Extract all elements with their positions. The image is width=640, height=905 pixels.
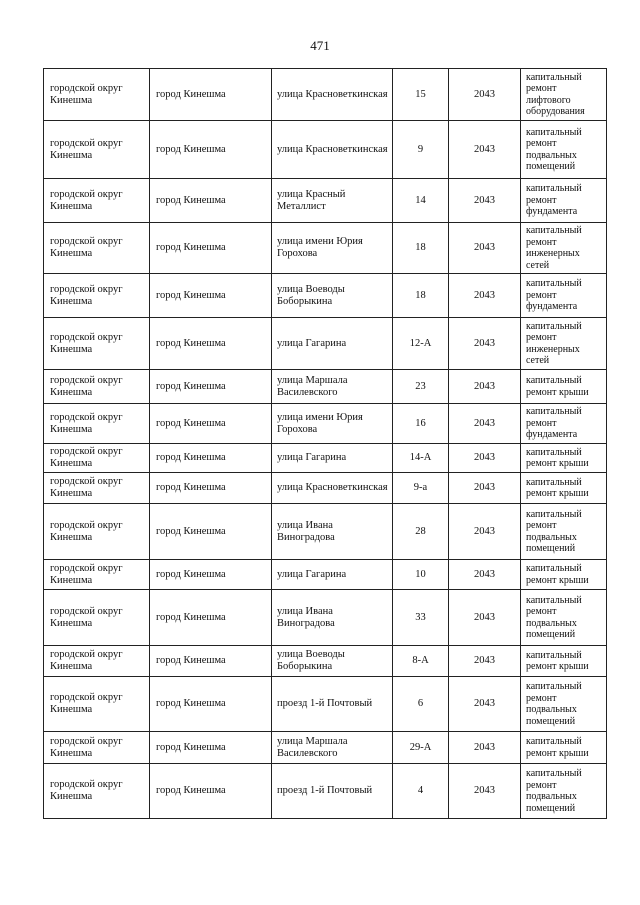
page-number: 471 — [310, 38, 330, 53]
cell-work: капитальный ремонт фундамента — [521, 179, 607, 223]
table-row — [44, 646, 607, 677]
cell-work: капитальный ремонт крыши — [521, 732, 607, 764]
cell-work: капитальный ремонт фундамента — [521, 404, 607, 444]
cell-year: 2043 — [449, 404, 521, 444]
cell-street: улица Воеводы Боборыкина — [272, 274, 393, 318]
cell-work: капитальный ремонт крыши — [521, 370, 607, 404]
cell-city: город Кинешма — [150, 370, 272, 404]
cell-house: 29-А — [393, 732, 449, 764]
cell-house: 14-А — [393, 444, 449, 473]
cell-work: капитальный ремонт крыши — [521, 444, 607, 473]
cell-year: 2043 — [449, 223, 521, 274]
cell-district: городской округ Кинешма — [44, 274, 150, 318]
cell-district: городской округ Кинешма — [44, 473, 150, 504]
table-row — [44, 179, 607, 223]
table-row — [44, 121, 607, 179]
cell-street: проезд 1-й Почтовый — [272, 764, 393, 819]
cell-work: капитальный ремонт подвальных помещений — [521, 764, 607, 819]
table-row — [44, 444, 607, 473]
cell-street: улица Красноветкинская — [272, 121, 393, 179]
cell-year: 2043 — [449, 318, 521, 370]
cell-house: 33 — [393, 590, 449, 646]
table-row — [44, 504, 607, 560]
cell-street: улица Ивана Виноградова — [272, 504, 393, 560]
cell-district: городской округ Кинешма — [44, 121, 150, 179]
cell-district: городской округ Кинешма — [44, 732, 150, 764]
cell-street: улица Красный Металлист — [272, 179, 393, 223]
cell-street: улица Гагарина — [272, 560, 393, 590]
cell-year: 2043 — [449, 677, 521, 732]
cell-year: 2043 — [449, 732, 521, 764]
cell-work: капитальный ремонт крыши — [521, 646, 607, 677]
cell-district: городской округ Кинешма — [44, 404, 150, 444]
table-row — [44, 764, 607, 819]
cell-city: город Кинешма — [150, 677, 272, 732]
cell-year: 2043 — [449, 179, 521, 223]
cell-house: 15 — [393, 69, 449, 121]
cell-city: город Кинешма — [150, 732, 272, 764]
cell-year: 2043 — [449, 560, 521, 590]
cell-work: капитальный ремонт подвальных помещений — [521, 504, 607, 560]
cell-city: город Кинешма — [150, 274, 272, 318]
cell-district: городской округ Кинешма — [44, 444, 150, 473]
cell-street: улица Красноветкинская — [272, 69, 393, 121]
cell-district: городской округ Кинешма — [44, 69, 150, 121]
cell-work: капитальный ремонт подвальных помещений — [521, 590, 607, 646]
cell-street: улица Гагарина — [272, 318, 393, 370]
table-row — [44, 590, 607, 646]
cell-district: городской округ Кинешма — [44, 504, 150, 560]
cell-city: город Кинешма — [150, 473, 272, 504]
cell-house: 10 — [393, 560, 449, 590]
repair-schedule-table — [43, 68, 607, 819]
cell-house: 8-А — [393, 646, 449, 677]
cell-house: 9-а — [393, 473, 449, 504]
cell-house: 14 — [393, 179, 449, 223]
cell-house: 28 — [393, 504, 449, 560]
table-row — [44, 732, 607, 764]
cell-street: улица Красноветкинская — [272, 473, 393, 504]
cell-street: улица Маршала Василевского — [272, 370, 393, 404]
cell-house: 18 — [393, 274, 449, 318]
table-row — [44, 560, 607, 590]
cell-house: 9 — [393, 121, 449, 179]
cell-year: 2043 — [449, 274, 521, 318]
cell-year: 2043 — [449, 646, 521, 677]
cell-district: городской округ Кинешма — [44, 370, 150, 404]
cell-city: город Кинешма — [150, 560, 272, 590]
cell-street: проезд 1-й Почтовый — [272, 677, 393, 732]
cell-city: город Кинешма — [150, 404, 272, 444]
cell-work: капитальный ремонт инженерных сетей — [521, 223, 607, 274]
table-row — [44, 223, 607, 274]
cell-street: улица Воеводы Боборыкина — [272, 646, 393, 677]
cell-street: улица Маршала Василевского — [272, 732, 393, 764]
table-row — [44, 404, 607, 444]
cell-district: городской округ Кинешма — [44, 318, 150, 370]
cell-street: улица имени Юрия Горохова — [272, 404, 393, 444]
cell-street: улица Ивана Виноградова — [272, 590, 393, 646]
table-row — [44, 677, 607, 732]
cell-work: капитальный ремонт подвальных помещений — [521, 677, 607, 732]
table-row — [44, 473, 607, 504]
cell-year: 2043 — [449, 370, 521, 404]
cell-year: 2043 — [449, 764, 521, 819]
cell-year: 2043 — [449, 121, 521, 179]
cell-year: 2043 — [449, 473, 521, 504]
cell-street: улица имени Юрия Горохова — [272, 223, 393, 274]
cell-house: 12-А — [393, 318, 449, 370]
cell-city: город Кинешма — [150, 318, 272, 370]
cell-city: город Кинешма — [150, 69, 272, 121]
cell-house: 16 — [393, 404, 449, 444]
cell-work: капитальный ремонт лифтового оборудования — [521, 69, 607, 121]
cell-district: городской округ Кинешма — [44, 179, 150, 223]
table-body — [44, 69, 607, 819]
cell-work: капитальный ремонт крыши — [521, 473, 607, 504]
cell-house: 6 — [393, 677, 449, 732]
cell-district: городской округ Кинешма — [44, 646, 150, 677]
table-row — [44, 318, 607, 370]
cell-district: городской округ Кинешма — [44, 677, 150, 732]
cell-year: 2043 — [449, 69, 521, 121]
cell-year: 2043 — [449, 504, 521, 560]
cell-house: 18 — [393, 223, 449, 274]
table-row — [44, 69, 607, 121]
cell-district: городской округ Кинешма — [44, 560, 150, 590]
cell-district: городской округ Кинешма — [44, 764, 150, 819]
cell-year: 2043 — [449, 590, 521, 646]
cell-year: 2043 — [449, 444, 521, 473]
cell-district: городской округ Кинешма — [44, 590, 150, 646]
cell-house: 4 — [393, 764, 449, 819]
cell-city: город Кинешма — [150, 764, 272, 819]
cell-district: городской округ Кинешма — [44, 223, 150, 274]
cell-work: капитальный ремонт подвальных помещений — [521, 121, 607, 179]
cell-city: город Кинешма — [150, 179, 272, 223]
table-row — [44, 370, 607, 404]
cell-city: город Кинешма — [150, 646, 272, 677]
cell-work: капитальный ремонт фундамента — [521, 274, 607, 318]
cell-house: 23 — [393, 370, 449, 404]
cell-work: капитальный ремонт крыши — [521, 560, 607, 590]
cell-city: город Кинешма — [150, 444, 272, 473]
cell-city: город Кинешма — [150, 504, 272, 560]
cell-street: улица Гагарина — [272, 444, 393, 473]
cell-city: город Кинешма — [150, 590, 272, 646]
cell-city: город Кинешма — [150, 121, 272, 179]
cell-city: город Кинешма — [150, 223, 272, 274]
table-row — [44, 274, 607, 318]
cell-work: капитальный ремонт инженерных сетей — [521, 318, 607, 370]
